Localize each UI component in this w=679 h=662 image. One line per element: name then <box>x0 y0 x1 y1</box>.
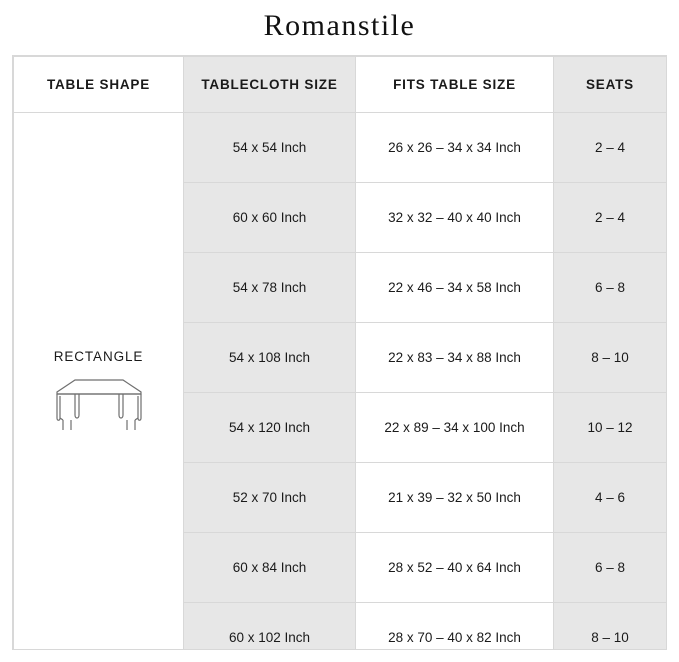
brand-title: Romanstile <box>263 9 416 42</box>
cell-seats: 4 – 6 <box>554 463 667 533</box>
table-header-row <box>14 57 667 113</box>
cell-fits-table-size: 28 x 52 – 40 x 64 Inch <box>356 533 554 603</box>
cell-tablecloth-size: 54 x 54 Inch <box>184 113 356 183</box>
cell-seats: 2 – 4 <box>554 183 667 253</box>
cell-fits-table-size: 28 x 70 – 40 x 82 Inch <box>356 603 554 651</box>
cell-seats: 6 – 8 <box>554 253 667 323</box>
cell-seats: 2 – 4 <box>554 113 667 183</box>
cell-tablecloth-size: 54 x 108 Inch <box>184 323 356 393</box>
cell-fits-table-size: 26 x 26 – 34 x 34 Inch <box>356 113 554 183</box>
cell-seats: 8 – 10 <box>554 323 667 393</box>
column-header-fits-table-size: FITS TABLE SIZE <box>356 57 554 113</box>
cell-tablecloth-size: 60 x 60 Inch <box>184 183 356 253</box>
size-chart-table-container <box>12 55 667 650</box>
cell-tablecloth-size: 54 x 120 Inch <box>184 393 356 463</box>
cell-seats: 6 – 8 <box>554 533 667 603</box>
cell-seats: 10 – 12 <box>554 393 667 463</box>
cell-fits-table-size: 22 x 89 – 34 x 100 Inch <box>356 393 554 463</box>
shape-label: RECTANGLE <box>53 349 144 364</box>
cell-tablecloth-size: 52 x 70 Inch <box>184 463 356 533</box>
column-header-seats: SEATS <box>554 57 667 113</box>
cell-fits-table-size: 22 x 46 – 34 x 58 Inch <box>356 253 554 323</box>
cell-tablecloth-size: 54 x 78 Inch <box>184 253 356 323</box>
cell-tablecloth-size: 60 x 102 Inch <box>184 603 356 651</box>
column-header-table-shape: TABLE SHAPE <box>14 57 184 113</box>
table-header <box>14 57 667 113</box>
shape-cell-rectangle <box>14 113 184 651</box>
cell-fits-table-size: 21 x 39 – 32 x 50 Inch <box>356 463 554 533</box>
cell-tablecloth-size: 60 x 84 Inch <box>184 533 356 603</box>
table-row <box>14 113 667 183</box>
column-header-tablecloth-size: TABLECLOTH SIZE <box>184 57 356 113</box>
cell-fits-table-size: 32 x 32 – 40 x 40 Inch <box>356 183 554 253</box>
size-chart-table <box>13 56 667 650</box>
rectangle-tablecloth-icon <box>49 374 149 436</box>
cell-fits-table-size: 22 x 83 – 34 x 88 Inch <box>356 323 554 393</box>
cell-seats: 8 – 10 <box>554 603 667 651</box>
table-body <box>14 113 667 651</box>
